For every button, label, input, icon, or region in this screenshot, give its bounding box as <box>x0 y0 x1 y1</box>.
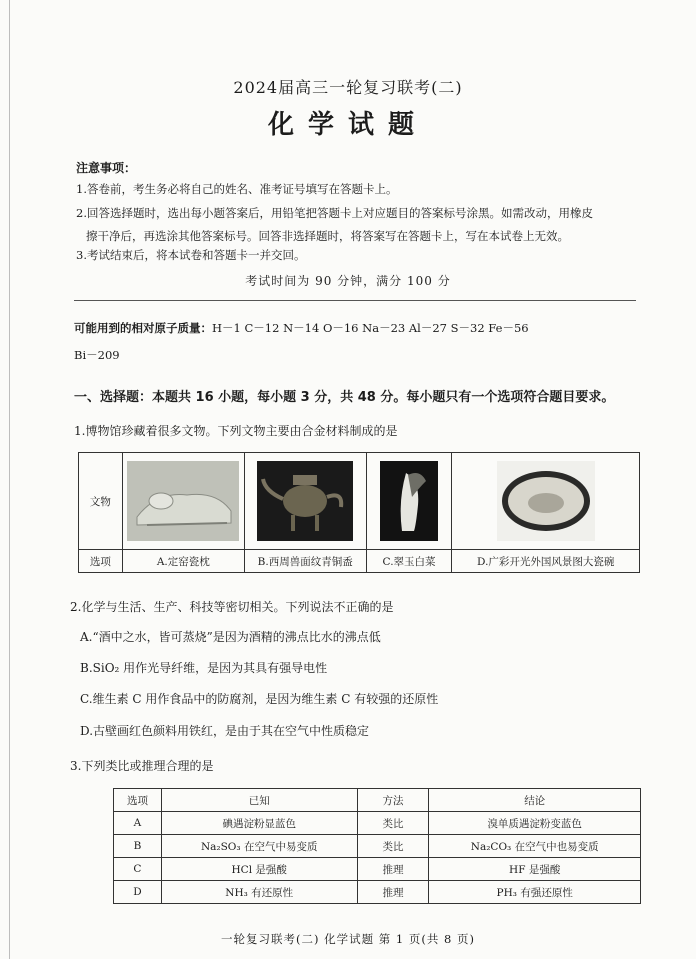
exam-subtitle: 2024届高三一轮复习联考(二) <box>233 78 463 97</box>
cell-conclusion: HF 是强酸 <box>429 858 641 881</box>
cell-conclusion: 溴单质遇淀粉变蓝色 <box>429 812 641 835</box>
header-method: 方法 <box>357 789 429 812</box>
artifact-a <box>122 453 244 550</box>
note-item: 2.回答选择题时，选出每小题答案后，用铅笔把答题卡上对应题目的答案标号涂黑。如需改动，用橡皮 <box>76 206 593 220</box>
cell-method: 类比 <box>357 835 429 858</box>
cell-known: HCl 是强酸 <box>161 858 357 881</box>
cell-conclusion: PH₃ 有强还原性 <box>429 881 641 904</box>
artifact-b <box>244 453 366 550</box>
table-row <box>114 858 641 881</box>
header-conclusion: 结论 <box>429 789 641 812</box>
atomic-masses-label: 可能用到的相对原子质量： <box>74 321 212 335</box>
table-row <box>114 812 641 835</box>
table-header-row <box>114 789 641 812</box>
header-divider <box>74 300 636 301</box>
exam-title: 化学试题 <box>267 110 428 140</box>
q2-option-a: A.“酒中之水，皆可蒸烧”是因为酒精的沸点比水的沸点低 <box>80 630 381 644</box>
q1-option-a: A.定窑瓷枕 <box>122 550 244 573</box>
cell-known: NH₃ 有还原性 <box>161 881 357 904</box>
cell-method: 推理 <box>357 858 429 881</box>
question-1-stem: 1.博物馆珍藏着很多文物。下列文物主要由合金材料制成的是 <box>74 424 398 438</box>
q2-option-d: D.古壁画红色颜料用铁红，是由于其在空气中性质稳定 <box>80 724 370 738</box>
artifact-d <box>452 453 640 550</box>
note-item: 擦干净后，再选涂其他答案标号。回答非选择题时，将答案写在答题卡上，写在本试卷上无效。 <box>86 229 569 243</box>
artifact-row-label: 文物 <box>79 453 123 550</box>
atomic-masses <box>74 320 529 336</box>
page-footer: 一轮复习联考(二) 化学试题 第 1 页(共 8 页) <box>220 932 475 946</box>
cell-known: 碘遇淀粉显蓝色 <box>161 812 357 835</box>
cell-known: Na₂SO₃ 在空气中易变质 <box>161 835 357 858</box>
question-3-table <box>113 788 641 904</box>
cell-conclusion: Na₂CO₃ 在空气中也易变质 <box>429 835 641 858</box>
note-item: 3.考试结束后，将本试卷和答题卡一并交回。 <box>76 248 306 262</box>
q1-option-d: D.广彩开光外国风景图大瓷碗 <box>452 550 640 573</box>
section-heading: 一、选择题：本题共 16 小题，每小题 3 分，共 48 分。每小题只有一个选项符合题目要求。 <box>74 390 615 405</box>
table-row <box>114 881 641 904</box>
q2-option-b: B.SiO₂ 用作光导纤维，是因为其具有强导电性 <box>80 661 328 675</box>
question-1-table <box>78 452 640 573</box>
q1-option-c: C.翠玉白菜 <box>366 550 452 573</box>
header-known: 已知 <box>161 789 357 812</box>
cell-option: C <box>114 858 162 881</box>
option-row-label: 选项 <box>79 550 123 573</box>
header-option: 选项 <box>114 789 162 812</box>
cell-option: A <box>114 812 162 835</box>
binding-margin-line <box>9 0 10 959</box>
cell-method: 类比 <box>357 812 429 835</box>
cell-option: D <box>114 881 162 904</box>
exam-time: 考试时间为 90 分钟，满分 100 分 <box>245 274 451 288</box>
question-3-stem: 3.下列类比或推理合理的是 <box>70 759 214 773</box>
artifact-c <box>366 453 452 550</box>
table-row <box>114 835 641 858</box>
bronze-vessel-image <box>257 461 353 541</box>
q2-option-c: C.维生素 C 用作食品中的防腐剂，是因为维生素 C 有较强的还原性 <box>80 692 439 706</box>
atomic-masses-cont: Bi－209 <box>74 348 120 362</box>
question-2-stem: 2.化学与生活、生产、科技等密切相关。下列说法不正确的是 <box>70 600 394 614</box>
q1-option-b: B.西周兽面纹青铜盉 <box>244 550 366 573</box>
atomic-masses-values: H－1 C－12 N－14 O－16 Na－23 Al－27 S－32 Fe－56 <box>212 321 529 335</box>
porcelain-bowl-image <box>497 461 595 541</box>
note-item: 1.答卷前，考生务必将自己的姓名、准考证号填写在答题卡上。 <box>76 182 398 196</box>
notes-heading: 注意事项： <box>76 161 137 175</box>
porcelain-pillow-image <box>127 461 239 541</box>
cell-method: 推理 <box>357 881 429 904</box>
cell-option: B <box>114 835 162 858</box>
jade-cabbage-image <box>380 461 438 541</box>
